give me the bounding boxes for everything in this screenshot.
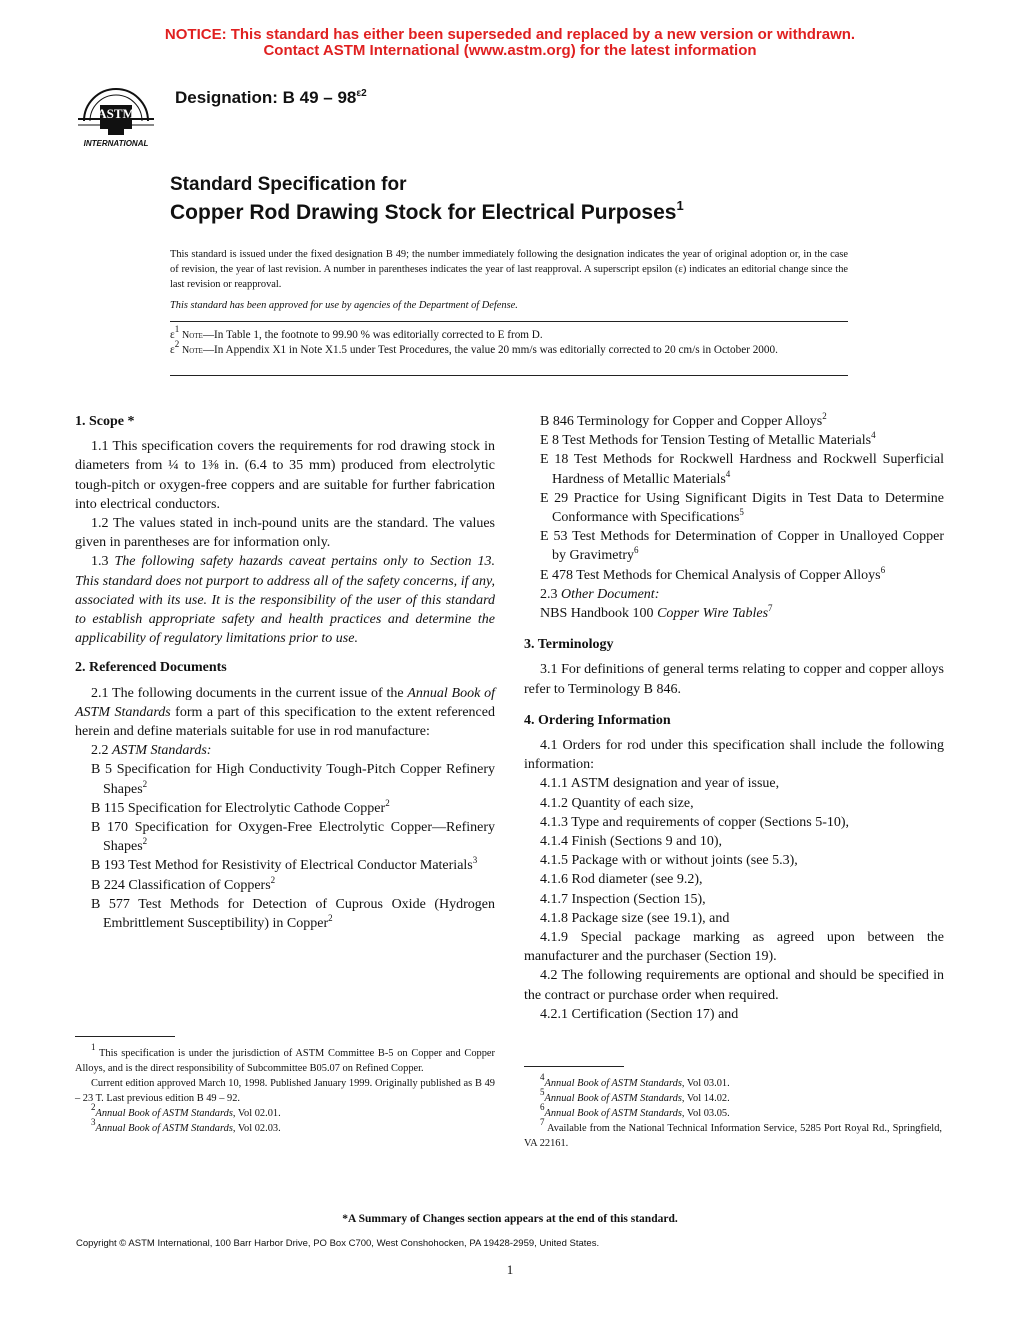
fn-tail: , Vol 03.01. bbox=[681, 1078, 730, 1089]
note-num: 1 bbox=[174, 324, 180, 334]
fn-text: Annual Book of ASTM Standards bbox=[544, 1078, 682, 1089]
ref-text: B 193 Test Method for Resistivity of Electrical Conductor Materials bbox=[91, 858, 473, 874]
ordering-heading: 4. Ordering Information bbox=[524, 712, 671, 728]
reference-item bbox=[540, 431, 944, 450]
section-1-3 bbox=[75, 552, 495, 648]
editorial-notes bbox=[170, 324, 848, 358]
fn-sup: 4 bbox=[540, 1072, 545, 1082]
ref-text: E 29 Practice for Using Significant Digits in Test Data to Determine Conformance with Specifications bbox=[540, 490, 944, 526]
order-item: 4.1.4 Finish (Sections 9 and 10), bbox=[540, 834, 722, 850]
scope-heading: 1. Scope * bbox=[75, 414, 135, 429]
footnote-7 bbox=[524, 1117, 942, 1151]
order-item: 4.1.2 Quantity of each size, bbox=[540, 795, 694, 811]
reference-item bbox=[91, 856, 495, 875]
section-4-2-1: 4.2.1 Certification (Section 17) and bbox=[540, 1006, 739, 1022]
astm-logo bbox=[70, 75, 162, 153]
footnote-6 bbox=[524, 1102, 942, 1121]
editorial-note-2 bbox=[170, 339, 848, 358]
ref-sup: 2 bbox=[328, 913, 333, 924]
fn-sup: 6 bbox=[540, 1102, 545, 1112]
fn-sup: 2 bbox=[91, 1102, 96, 1112]
reference-item bbox=[91, 799, 495, 818]
ref-text: B 224 Classification of Coppers bbox=[91, 877, 271, 893]
fn-tail: , Vol 02.01. bbox=[232, 1108, 281, 1119]
note-label: Note bbox=[182, 330, 203, 341]
fn-text: Current edition approved March 10, 1998. Published January 1999. Originally published as B 49 – 23 T. Last previous edition B 49 – 92. bbox=[75, 1078, 495, 1104]
ref-text: B 577 Test Methods for Detection of Cuprous Oxide (Hydrogen Embrittlement Susceptibility) in Copper bbox=[91, 896, 495, 932]
page-number: 1 bbox=[506, 1262, 514, 1277]
ref-text: NBS Handbook 100 bbox=[540, 606, 658, 622]
ref-sup: 2 bbox=[822, 411, 827, 421]
footnote-2 bbox=[75, 1102, 495, 1121]
copyright: Copyright © ASTM International, 100 Barr Harbor Drive, PO Box C700, West Conshohocken, PA 19428-2959, United States. bbox=[76, 1238, 600, 1249]
safety-caveat: The following safety hazards caveat pertains only to Section 13. This standard does not purport to address all of the safety concerns, if any, associated with its use. It is the responsibility of the user of this standard to establish appropriate safety and health practices and determine the applicability of regulatory limitations prior to use. bbox=[75, 554, 495, 647]
ref-sup: 2 bbox=[142, 836, 148, 847]
ref-sup: 6 bbox=[634, 545, 639, 556]
section-number: 1.3 bbox=[91, 554, 115, 570]
text-part: 2.1 The following documents in the current issue of the bbox=[91, 685, 408, 701]
fn-text: Annual Book of ASTM Standards bbox=[95, 1123, 233, 1134]
order-item: 4.1.3 Type and requirements of copper (Sections 5-10), bbox=[540, 814, 850, 830]
astm-standards-label: ASTM Standards: bbox=[112, 743, 212, 759]
section-2-3 bbox=[524, 585, 944, 604]
order-item: 4.1.6 Rod diameter (see 9.2), bbox=[540, 872, 703, 888]
fn-text: This specification is under the jurisdiction of ASTM Committee B-5 on Copper and Copper Alloys, and is the direct responsibility of Subcommittee B05.07 on Refined Copper. bbox=[75, 1048, 495, 1074]
logo-subtitle: INTERNATIONAL bbox=[83, 139, 149, 148]
ref-sup: 4 bbox=[725, 468, 731, 479]
issuance-statement: This standard is issued under the fixed designation B 49; the number immediately following the designation indicates the year of original adoption or, in the case of revision, the year of last revision. A number in parentheses indicates the year of last reapproval. A superscript epsilon (ε) indicates an editorial change since the last revision or reapproval. bbox=[170, 249, 848, 290]
reference-item bbox=[540, 489, 944, 527]
section-1-2: 1.2 The values stated in inch-pound units are the standard. The values given in parentheses are for information only. bbox=[75, 516, 495, 551]
book-title: Annual Book of ASTM Standards bbox=[75, 685, 495, 720]
superseded-notice bbox=[0, 27, 1020, 59]
note-num: 2 bbox=[174, 339, 180, 349]
order-item: 4.1.8 Package size (see 19.1), and bbox=[540, 910, 730, 926]
title-text: Copper Rod Drawing Stock for Electrical Purposes bbox=[170, 201, 677, 224]
fn-text: Annual Book of ASTM Standards bbox=[544, 1108, 682, 1119]
section-number: 2.3 bbox=[540, 586, 561, 602]
dod-approval: This standard has been approved for use by agencies of the Department of Defense. bbox=[170, 300, 518, 311]
fn-sup: 1 bbox=[91, 1042, 96, 1052]
title-footnote-ref: 1 bbox=[676, 198, 684, 213]
ref-text: E 53 Test Methods for Determination of Copper in Unalloyed Copper by Gravimetry bbox=[540, 529, 944, 564]
section-3-1: 3.1 For definitions of general terms relating to copper and copper alloys refer to Terminology B 846. bbox=[524, 662, 944, 697]
title-line-2 bbox=[170, 198, 684, 225]
footnote-rule-right bbox=[524, 1066, 624, 1067]
footnote-3 bbox=[75, 1117, 495, 1136]
section-4-1-9: 4.1.9 Special package marking as agreed upon between the manufacturer and the purchaser (Section 19). bbox=[524, 930, 944, 965]
logo-wordmark: ASTM bbox=[97, 106, 135, 121]
designation-epsilon: ε2 bbox=[356, 88, 367, 99]
notes-top-rule bbox=[170, 321, 848, 322]
fn-sup: 3 bbox=[91, 1117, 96, 1127]
fn-sup: 5 bbox=[540, 1087, 545, 1097]
footnote-5 bbox=[524, 1087, 942, 1106]
ref-text: B 846 Terminology for Copper and Copper Alloys bbox=[540, 414, 823, 429]
footnote-1 bbox=[75, 1042, 495, 1076]
left-footnotes bbox=[75, 1042, 495, 1136]
reference-item bbox=[91, 876, 495, 895]
section-number: 2.2 bbox=[91, 743, 112, 759]
reference-item bbox=[91, 818, 495, 856]
fn-tail: , Vol 02.03. bbox=[232, 1123, 281, 1134]
text-part: form a part of this specification to the extent referenced herein and define materials suitable for use in rod manufacture: bbox=[75, 704, 495, 740]
terminology-heading: 3. Terminology bbox=[524, 637, 614, 653]
notes-bottom-rule bbox=[170, 375, 848, 376]
ref-text: B 115 Specification for Electrolytic Cathode Copper bbox=[91, 800, 386, 816]
designation-text: Designation: B 49 – 98 bbox=[175, 88, 357, 107]
designation bbox=[175, 88, 367, 108]
nbs-handbook-ref bbox=[540, 604, 944, 623]
ref-sup: 5 bbox=[739, 507, 744, 518]
note-text: —In Appendix X1 in Note X1.5 under Test Procedures, the value 20 mm/s was editorially corrected to 20 cm/s in October 2000. bbox=[202, 344, 778, 356]
fn-tail: , Vol 14.02. bbox=[681, 1093, 730, 1104]
reference-item bbox=[540, 412, 944, 431]
note-label: Note bbox=[182, 345, 203, 356]
order-item: 4.1.7 Inspection (Section 15), bbox=[540, 891, 706, 907]
right-column bbox=[524, 412, 944, 1024]
fn-text: Available from the National Technical Information Service, 5285 Port Royal Rd., Springfield, VA 22161. bbox=[524, 1123, 942, 1149]
notice-line-2: Contact ASTM International (www.astm.org) for the latest information bbox=[263, 42, 757, 59]
ref-sup: 4 bbox=[871, 430, 876, 441]
section-4-1: 4.1 Orders for rod under this specification shall include the following information: bbox=[524, 738, 944, 773]
summary-of-changes-note: *A Summary of Changes section appears at the end of this standard. bbox=[342, 1213, 678, 1225]
footnote-4 bbox=[524, 1072, 942, 1091]
ref-text: E 18 Test Methods for Rockwell Hardness and Rockwell Superficial Hardness of Metallic Materials bbox=[540, 452, 944, 487]
editorial-note-1 bbox=[170, 324, 848, 343]
footnote-rule-left bbox=[75, 1036, 175, 1037]
refdocs-heading: 2. Referenced Documents bbox=[75, 660, 227, 676]
epsilon: ε bbox=[170, 329, 175, 341]
reference-item bbox=[540, 527, 944, 565]
right-footnotes bbox=[524, 1072, 942, 1151]
left-column bbox=[75, 412, 495, 933]
ref-text: B 170 Specification for Oxygen-Free Electrolytic Copper—Refinery Shapes bbox=[91, 820, 495, 855]
ref-text: E 8 Test Methods for Tension Testing of Metallic Materials bbox=[540, 433, 872, 449]
other-document-label: Other Document: bbox=[561, 586, 660, 602]
title-line-1: Standard Specification for bbox=[170, 174, 407, 195]
notice-line-1: NOTICE: This standard has either been superseded and replaced by a new version or withdrawn. bbox=[164, 26, 856, 43]
ref-sup: 7 bbox=[768, 603, 773, 614]
fn-tail: , Vol 03.05. bbox=[681, 1108, 730, 1119]
ref-title: Copper Wire Tables bbox=[657, 606, 769, 622]
order-item: 4.1.5 Package with or without joints (see 5.3), bbox=[540, 853, 798, 869]
fn-text: Annual Book of ASTM Standards bbox=[544, 1093, 682, 1104]
ref-sup: 2 bbox=[270, 874, 276, 885]
reference-item bbox=[540, 450, 944, 488]
footnote-edition bbox=[75, 1076, 495, 1106]
section-1-1: 1.1 This specification covers the requirements for rod drawing stock in diameters from ¼ to 1⅜ in. (6.4 to 35 mm) produced from electrolytic tough-pitch or oxygen-free coppers and are suitable for further fabrication into electrical conductors. bbox=[75, 439, 495, 512]
section-2-1 bbox=[75, 684, 495, 742]
fn-sup: 7 bbox=[540, 1117, 545, 1127]
note-text: —In Table 1, the footnote to 99.90 % was editorially corrected to E from D. bbox=[202, 329, 543, 341]
ref-sup: 3 bbox=[472, 855, 478, 866]
ref-sup: 6 bbox=[880, 564, 886, 575]
ref-sup: 2 bbox=[385, 797, 390, 808]
ref-text: B 5 Specification for High Conductivity Tough-Pitch Copper Refinery Shapes bbox=[91, 762, 495, 797]
epsilon: ε bbox=[170, 344, 175, 356]
section-4-2: 4.2 The following requirements are optional and should be specified in the contract or purchase order when required. bbox=[524, 968, 944, 1003]
reference-item bbox=[540, 566, 944, 585]
order-item: 4.1.1 ASTM designation and year of issue, bbox=[540, 776, 780, 792]
reference-item bbox=[91, 895, 495, 933]
ref-text: E 478 Test Methods for Chemical Analysis of Copper Alloys bbox=[540, 567, 881, 583]
reference-item bbox=[91, 760, 495, 798]
fn-text: Annual Book of ASTM Standards bbox=[95, 1108, 233, 1119]
section-2-2 bbox=[75, 741, 495, 760]
ref-sup: 2 bbox=[142, 778, 148, 789]
